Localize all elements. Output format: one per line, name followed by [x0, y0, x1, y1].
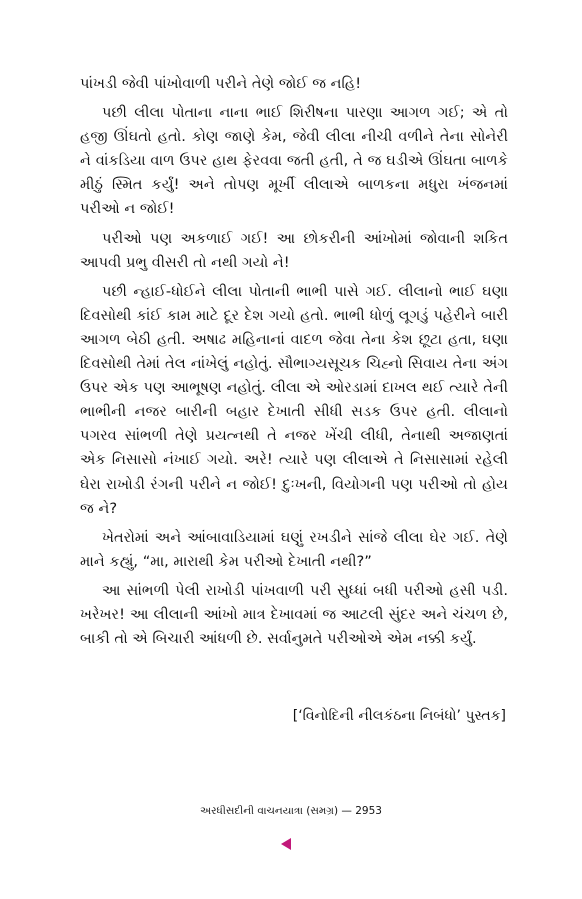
paragraph: પછી ન્હાઈ-ધોઈને લીલા પોતાની ભાભી પાસે ગઈ. લીલાનો ભાઈ ઘણા દિવસોથી કાંઈ કામ માટે દૂર દેશ ગયો હતો. ભાભી ધોળું લૂગડું પહેરીને બારી આગળ બેઠી હતી. અષાઢ મહિનાનાં વાદળ જેવા તેના કેશ છૂટા હતા, ઘણા દિવસોથી તેમાં તેલ નાંખેલું નહોતું. સૌભાગ્યસૂચક ચિહ્નો સિવાય તેના અંગ ઉપર એક પણ આભૂષણ નહોતું. લીલા એ ઓરડામાં દાખલ થઈ ત્યારે તેની ભાભીની નજર બારીની બહાર દેખાતી સીધી સડક ઉપર હતી. લીલાનો પગરવ સાંભળી તેણે પ્રયત્નથી તે નજર ખેંચી લીધી, તેનાથી અજાણતાં એક નિસાસો નંખાઈ ગયો. અરે! ત્યારે પણ લીલાએ તે નિસાસામાં રહેલી ઘેરા રાખોડી રંગની પરીને ન જોઈ! દુઃખની, વિયોગની પણ પરીઓ તો હોય જ ને? [80, 282, 508, 517]
article-body [80, 72, 508, 656]
paragraph: પાંખડી જેવી પાંખોવાળી પરીને તેણે જોઈ જ નહિ! [80, 75, 362, 92]
source-citation: [‘વિનોદિની નીલકંઠના નિબંધો’ પુસ્તક] [292, 708, 506, 724]
paragraph: પછી લીલા પોતાના નાના ભાઈ શિરીષના પારણા આગળ ગઈ; એ તો હજી ઊંઘતો હતો. કોણ જાણે કેમ, જેવી લીલા નીચી વળીને તેના સોનેરી ને વાંકડિયા વાળ ઉપર હાથ ફેરવવા જતી હતી, તે જ ઘડીએ ઊંઘતા બાળકે મીઠું સ્મિત કર્યું! અને તોપણ મૂર્ખી લીલાએ બાળકના મધુરા ખંજનમાં પરીઓ ન જોઈ! [80, 104, 508, 218]
left-triangle-icon[interactable] [281, 838, 291, 850]
paragraph: આ સાંભળી પેલી રાખોડી પાંખવાળી પરી સુધ્ધાં બધી પરીઓ હસી પડી. ખરેખર! આ લીલાની આંખો માત્ર દેખાવમાં જ આટલી સુંદર અને ચંચળ છે, બાકી તો એ બિચારી આંધળી છે. સર્વાનુમતે પરીઓએ એમ નક્કી કર્યું. [80, 581, 508, 648]
paragraph: ખેતરોમાં અને આંબાવાડિયામાં ઘણું રખડીને સાંજે લીલા ઘેર ગઈ. તેણે માને કહ્યું, “મા, મારાથી કેમ પરીઓ દેખાતી નથી?” [80, 528, 508, 570]
page-footer: અરધીસદીની વાચનયાત્રા (સમગ્ર) — 2953 [200, 805, 382, 817]
paragraph: પરીઓ પણ અકળાઈ ગઈ! આ છોકરીની આંખોમાં જોવાની શકિત આપવી પ્રભુ વીસરી તો નથી ગયો ને! [80, 229, 508, 271]
